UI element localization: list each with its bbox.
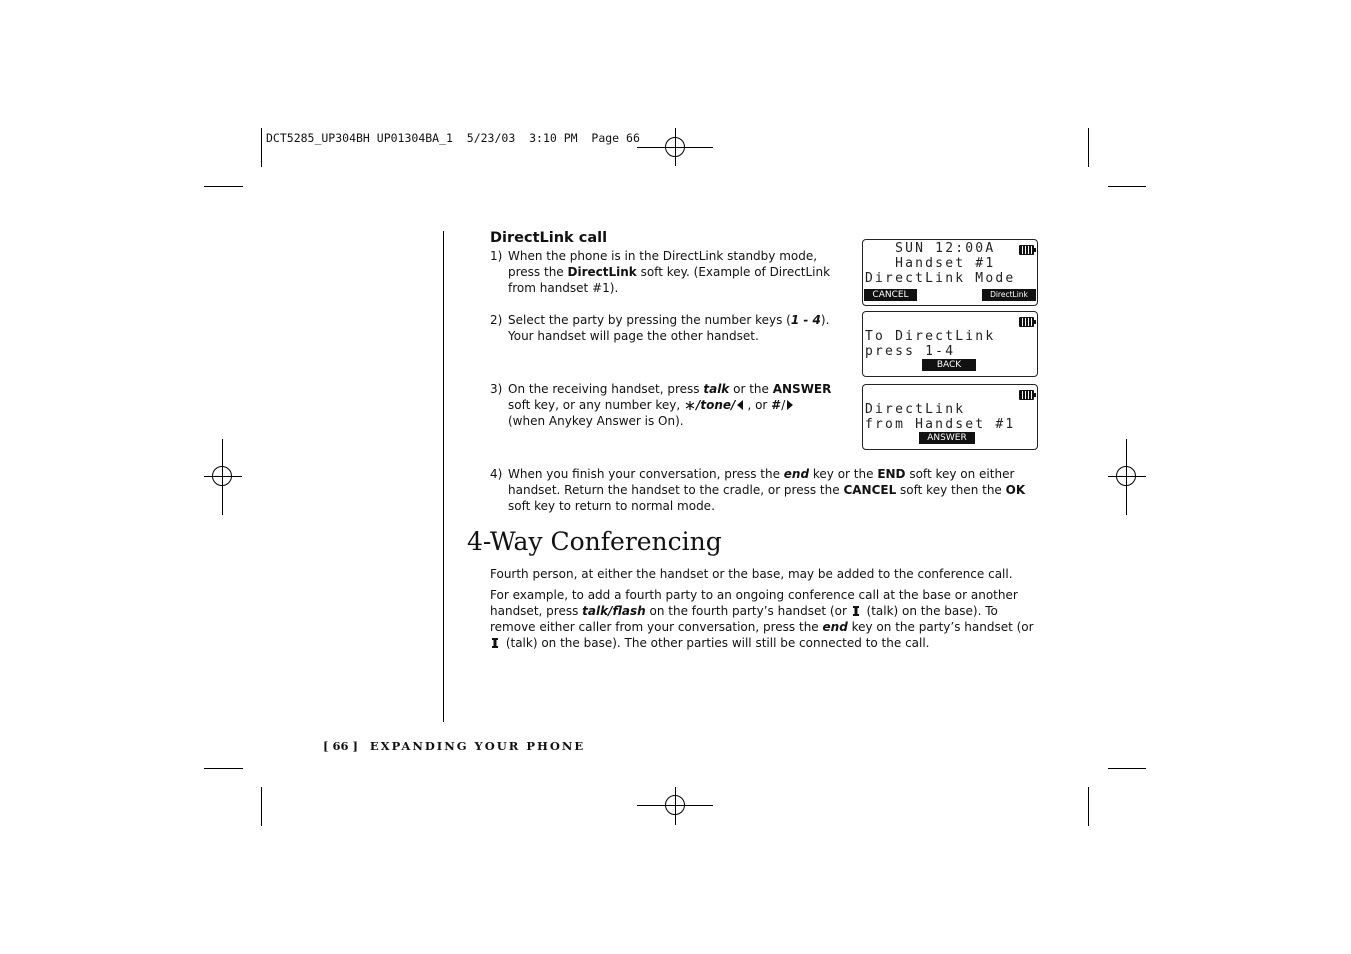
step-text: On the receiving handset, press talk or the ANSWER soft key, or any number key, /tone/ , or #/ (when Anykey Answer is On). <box>508 382 832 428</box>
conferencing-paragraph-1: Fourth person, at either the handset or the base, may be added to the conference call. <box>490 567 1013 581</box>
lcd-line: SUN 12:00A <box>865 241 996 256</box>
lcd-line: Handset #1 <box>865 256 996 271</box>
lcd-screen-directlink-mode <box>862 239 1038 306</box>
left-arrow-icon <box>735 399 747 411</box>
lcd-line: To DirectLink <box>865 329 996 344</box>
step-number: 4) <box>490 467 503 481</box>
softkey-directlink: DirectLink <box>982 289 1036 301</box>
softkey-back: BACK <box>922 359 976 371</box>
lcd-line: DirectLink <box>865 402 966 417</box>
battery-icon <box>1019 317 1034 327</box>
softkey-cancel: CANCEL <box>864 289 917 301</box>
lcd-screen-from-handset <box>862 384 1038 450</box>
page-number: [ 66 ] <box>323 739 358 753</box>
step-number: 3) <box>490 382 503 396</box>
page-footer <box>323 739 585 753</box>
battery-icon <box>1019 390 1034 400</box>
lcd-screen-to-directlink <box>862 311 1038 377</box>
battery-icon <box>1019 245 1034 255</box>
softkey-answer: ANSWER <box>919 432 975 444</box>
right-arrow-icon <box>785 399 797 411</box>
talk-phone-icon <box>851 605 863 617</box>
section-name: EXPANDING YOUR PHONE <box>369 739 586 753</box>
lcd-line: press 1-4 <box>865 344 956 359</box>
step-number: 1) <box>490 249 503 263</box>
step-text: When you finish your conversation, press the end key or the END soft key on either handset. Return the handset to the cradle, or press the CANCEL soft key then the OK soft key to return to normal mode. <box>508 467 1026 513</box>
conferencing-paragraph-2: For example, to add a fourth party to an ongoing conference call at the base or another handset, press talk/flash on the fourth party’s handset (or (talk) on the base). To remove either caller from your conversation, press the end key on the party’s handset (or (talk) on the base). The other parties will still be connected to the call. <box>490 588 1034 650</box>
print-slug: DCT5285_UP304BH UP01304BA_1 5/23/03 3:10 PM Page 66 <box>266 131 640 145</box>
step-number: 2) <box>490 313 503 327</box>
talk-phone-icon <box>490 637 502 649</box>
step-text: Select the party by pressing the number keys (1 - 4). Your handset will page the other handset. <box>508 313 830 343</box>
step-text: When the phone is in the DirectLink standby mode, press the DirectLink soft key. (Example of DirectLink from handset #1). <box>508 249 831 295</box>
margin-rule <box>443 231 444 722</box>
lcd-line: DirectLink Mode <box>865 271 1016 286</box>
lcd-line: from Handset #1 <box>865 417 1016 432</box>
star-key-icon <box>684 399 696 411</box>
page-heading: 4-Way Conferencing <box>467 527 722 556</box>
section-title: DirectLink call <box>490 230 608 246</box>
